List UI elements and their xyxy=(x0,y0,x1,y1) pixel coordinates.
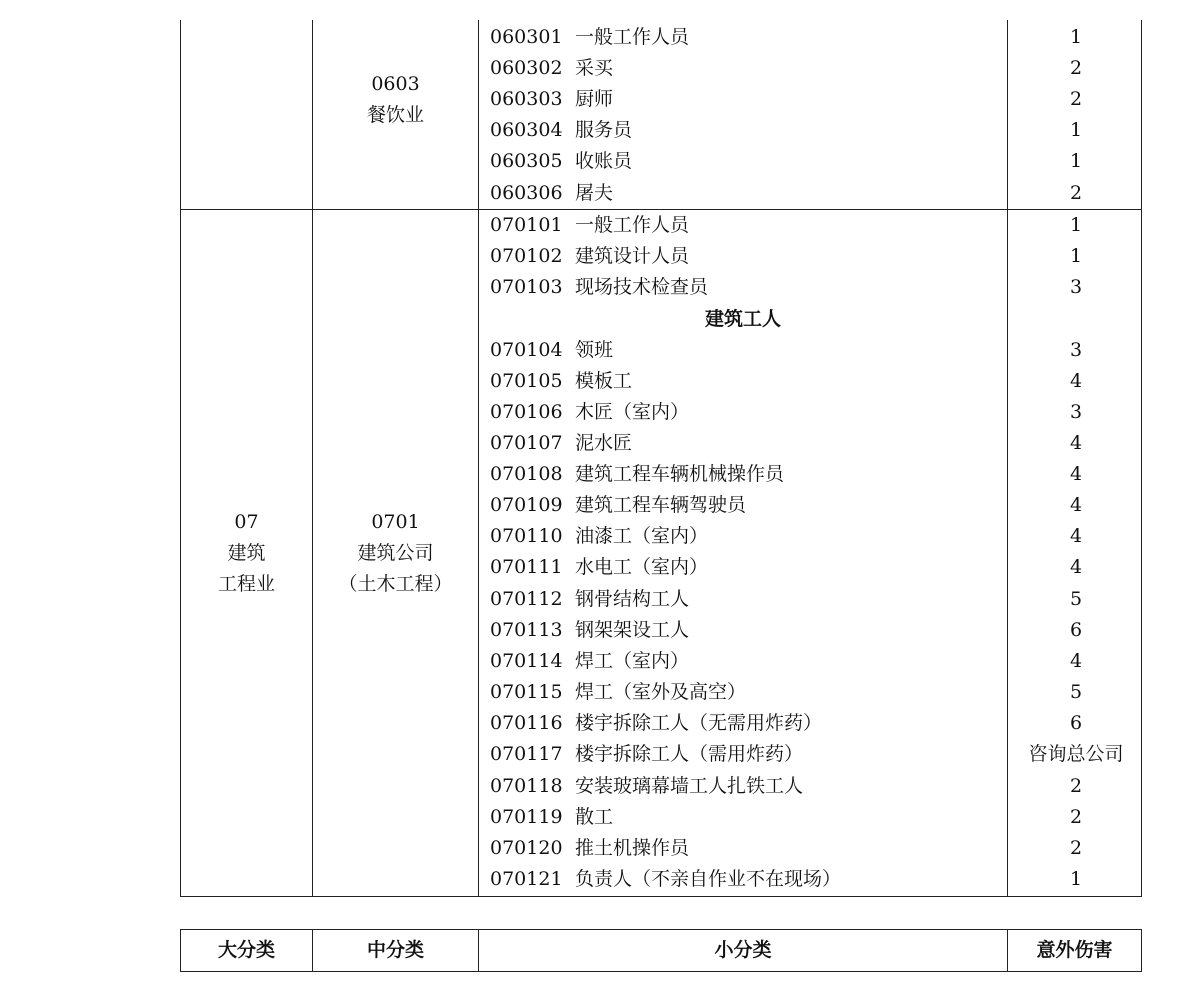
occupation-name: 推土机操作员 xyxy=(575,837,690,859)
occupation-code: 070105 xyxy=(490,370,563,392)
table-row xyxy=(181,178,1143,209)
occupation-name: 楼宇拆除工人（无需用炸药） xyxy=(575,712,823,734)
occupation-code: 070121 xyxy=(490,868,563,890)
accident-risk-level: 5 xyxy=(1069,588,1083,610)
accident-risk-level: 6 xyxy=(1069,619,1083,641)
header-minor-category: 小分类 xyxy=(714,939,772,961)
accident-risk-level: 4 xyxy=(1069,525,1083,547)
occupation-code: 070102 xyxy=(490,245,563,267)
accident-risk-level: 4 xyxy=(1069,432,1083,454)
table-row xyxy=(181,272,1143,303)
table-row xyxy=(181,833,1143,864)
occupation-name: 建筑工程车辆驾驶员 xyxy=(575,494,747,516)
occupation-name: 厨师 xyxy=(575,88,614,110)
accident-risk-level: 2 xyxy=(1069,182,1083,204)
table-row xyxy=(181,22,1143,53)
accident-risk-level: 1 xyxy=(1069,245,1083,267)
table-row xyxy=(181,428,1143,459)
table-row xyxy=(181,584,1143,615)
table-row xyxy=(181,397,1143,428)
table-row xyxy=(181,241,1143,272)
occupation-code: 070120 xyxy=(490,837,563,859)
table-row xyxy=(181,210,1143,241)
accident-risk-level: 3 xyxy=(1069,401,1083,423)
accident-risk-level: 4 xyxy=(1069,494,1083,516)
occupation-name: 建筑设计人员 xyxy=(575,245,690,267)
occupation-name: 建筑工程车辆机械操作员 xyxy=(575,463,785,485)
accident-risk-level: 咨询总公司 xyxy=(1028,743,1124,765)
occupation-name: 一般工作人员 xyxy=(575,214,690,236)
occupation-code: 070118 xyxy=(490,775,563,797)
table-row xyxy=(181,802,1143,833)
major-category-code: 07 xyxy=(234,511,259,533)
occupation-name: 一般工作人员 xyxy=(575,26,690,48)
accident-risk-level: 2 xyxy=(1069,88,1083,110)
accident-risk-level: 3 xyxy=(1069,276,1083,298)
major-category-name-line2: 工程业 xyxy=(217,573,275,595)
accident-risk-level: 1 xyxy=(1069,119,1083,141)
header-accident-injury: 意外伤害 xyxy=(1036,939,1113,961)
occupation-code: 060305 xyxy=(490,150,563,172)
accident-risk-level: 4 xyxy=(1069,463,1083,485)
occupation-name: 采买 xyxy=(575,57,614,79)
occupation-code: 070111 xyxy=(490,556,563,578)
occupation-code: 070103 xyxy=(490,276,563,298)
table-row xyxy=(181,146,1143,177)
table-row xyxy=(181,335,1143,366)
accident-risk-level: 4 xyxy=(1069,556,1083,578)
mid-category-code: 0603 xyxy=(371,73,420,95)
occupation-code: 070109 xyxy=(490,494,563,516)
accident-risk-level: 2 xyxy=(1069,775,1083,797)
occupation-code: 060304 xyxy=(490,119,563,141)
occupation-name: 钢骨结构工人 xyxy=(575,588,690,610)
occupation-table xyxy=(180,20,1142,897)
occupation-name: 焊工（室内） xyxy=(575,650,690,672)
accident-risk-level: 4 xyxy=(1069,370,1083,392)
table-row xyxy=(181,646,1143,677)
accident-risk-level: 3 xyxy=(1069,339,1083,361)
occupation-name: 现场技术检查员 xyxy=(575,276,709,298)
table-header xyxy=(180,929,1142,972)
occupation-code: 070104 xyxy=(490,339,563,361)
accident-risk-level: 1 xyxy=(1069,150,1083,172)
occupation-code: 070114 xyxy=(490,650,563,672)
accident-risk-level: 1 xyxy=(1069,26,1083,48)
mid-category-name-line2: （土木工程） xyxy=(338,573,453,595)
accident-risk-level: 1 xyxy=(1069,214,1083,236)
occupation-name: 收账员 xyxy=(575,150,633,172)
occupation-code: 070106 xyxy=(490,401,563,423)
mid-category-code: 0701 xyxy=(371,511,420,533)
occupation-name: 领班 xyxy=(575,339,614,361)
table-row xyxy=(181,490,1143,521)
occupation-name: 楼宇拆除工人（需用炸药） xyxy=(575,743,804,765)
occupation-name: 模板工 xyxy=(575,370,633,392)
accident-risk-level: 2 xyxy=(1069,837,1083,859)
occupation-name: 屠夫 xyxy=(575,182,614,204)
occupation-code: 070112 xyxy=(490,588,563,610)
occupation-name: 油漆工（室内） xyxy=(575,525,709,547)
table-row xyxy=(181,366,1143,397)
accident-risk-level: 6 xyxy=(1069,712,1083,734)
occupation-code: 070107 xyxy=(490,432,563,454)
header-mid-category: 中分类 xyxy=(366,939,424,961)
mid-category-name: 建筑公司 xyxy=(357,542,434,564)
occupation-code: 070110 xyxy=(490,525,563,547)
occupation-name: 负责人（不亲自作业不在现场） xyxy=(575,868,842,890)
table-row xyxy=(181,521,1143,552)
subgroup-heading: 建筑工人 xyxy=(704,308,781,330)
table-row xyxy=(181,864,1143,895)
header-major-category: 大分类 xyxy=(217,939,275,961)
occupation-name: 泥水匠 xyxy=(575,432,633,454)
occupation-code: 060302 xyxy=(490,57,563,79)
table-row xyxy=(181,615,1143,646)
accident-risk-level: 1 xyxy=(1069,868,1083,890)
occupation-code: 070117 xyxy=(490,743,563,765)
mid-category-name: 餐饮业 xyxy=(366,104,424,126)
table-row xyxy=(181,84,1143,115)
occupation-code: 070113 xyxy=(490,619,563,641)
occupation-name: 钢架架设工人 xyxy=(575,619,690,641)
table-row xyxy=(181,771,1143,802)
accident-risk-level: 2 xyxy=(1069,806,1083,828)
occupation-name: 水电工（室内） xyxy=(575,556,709,578)
major-category-name: 建筑 xyxy=(227,542,266,564)
occupation-name: 焊工（室外及高空） xyxy=(575,681,747,703)
table-row xyxy=(181,708,1143,739)
table-row xyxy=(181,739,1143,770)
occupation-name: 安装玻璃幕墙工人扎铁工人 xyxy=(575,775,804,797)
occupation-code: 070115 xyxy=(490,681,563,703)
occupation-name: 散工 xyxy=(575,806,614,828)
occupation-code: 070116 xyxy=(490,712,563,734)
accident-risk-level: 4 xyxy=(1069,650,1083,672)
table-row xyxy=(181,459,1143,490)
table-row xyxy=(181,53,1143,84)
occupation-code: 070119 xyxy=(490,806,563,828)
table-row xyxy=(181,115,1143,146)
occupation-name: 服务员 xyxy=(575,119,633,141)
accident-risk-level: 5 xyxy=(1069,681,1083,703)
occupation-code: 070108 xyxy=(490,463,563,485)
accident-risk-level: 2 xyxy=(1069,57,1083,79)
table-row xyxy=(181,552,1143,583)
occupation-code: 060303 xyxy=(490,88,563,110)
table-row xyxy=(181,677,1143,708)
occupation-code: 070101 xyxy=(490,214,563,236)
occupation-code: 060306 xyxy=(490,182,563,204)
occupation-code: 060301 xyxy=(490,26,563,48)
occupation-name: 木匠（室内） xyxy=(575,401,690,423)
